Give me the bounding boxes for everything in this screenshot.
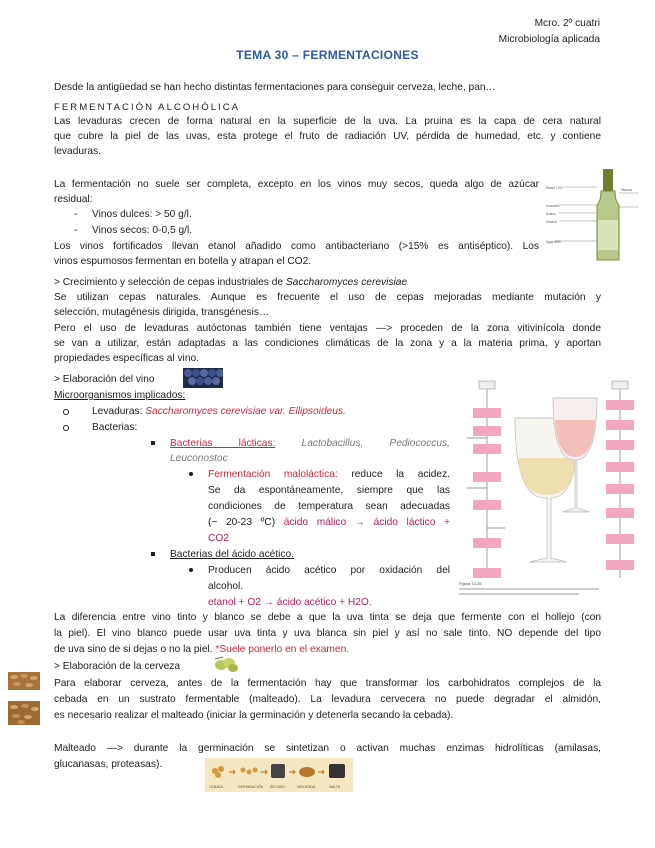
aceticas-line2: alcohol.: [208, 581, 244, 592]
figure-caption: Figura 13.26: [459, 581, 482, 586]
alcoholica-p1-line2: que cubre la piel de las uvas, esta protege el fruto de radiación UV, pérdida de humedad, etc. y contiene: [54, 131, 601, 142]
diferencia-line3: [54, 642, 349, 657]
cerveza-p2-line1: Malteado —> durante la germinación se sintetizan o activan muchas enzimas hidrolíticas (amilasas,: [54, 743, 601, 754]
intro-text: Desde la antigüedad se han hecho distintas fermentaciones para conseguir cerveza, leche, pan…: [54, 82, 496, 93]
wine-bottle-diagram: [545, 165, 640, 265]
list-dash: -: [74, 209, 78, 220]
malt-step-label: CEBADA: [209, 785, 224, 789]
grapes-icon: [183, 368, 223, 388]
malolactica-line2: Se da espontáneamente, siempre que las: [208, 485, 450, 496]
header-course: Mcro. 2º cuatri: [534, 18, 600, 29]
list-dash: -: [74, 225, 78, 236]
page-title: TEMA 30 – FERMENTACIONES: [236, 48, 419, 62]
alcoholica-p2-line2: residual:: [54, 194, 93, 205]
malt-step-label: SECADO: [270, 785, 285, 789]
bottle-label: Taninos: [621, 188, 632, 192]
malolactica-line3: condiciones de temperatura sean adecuadas: [208, 501, 450, 512]
bullet-square: [151, 441, 155, 445]
section-heading-vino: > Elaboración del vino: [54, 374, 155, 385]
wine-process-figure-right: [596, 378, 644, 600]
section-heading-alcoholica: FERMENTACIÓN ALCOHÓLICA: [54, 102, 241, 113]
malting-process-strip: [205, 758, 353, 792]
malt-step-label: MOLIENDA: [297, 785, 316, 789]
grain-icon: [8, 672, 40, 690]
lacticas-line: [170, 436, 450, 451]
cepas-heading-text: > Crecimiento y selección de cepas industriales de: [54, 277, 286, 288]
malt-step-label: MALTA: [329, 785, 341, 789]
cepas-p2-line2: se van a utilizar, están adaptadas a las condiciones climáticas de la zona y a la materia prima, y aportan: [54, 338, 601, 349]
bullet-square: [151, 552, 155, 556]
cerveza-p2-line2: glucanasas, proteasas).: [54, 759, 163, 770]
cepas-p1-line1: Se utilizan cepas naturales. Aunque es frecuente el uso de cepas mejoradas mediante mutación y: [54, 292, 601, 303]
malolactica-text: reduce la acidez.: [337, 469, 450, 480]
lacticas-genera-2: Leuconostoc: [170, 453, 228, 464]
alcoholica-p1-line1: Las levaduras crecen de forma natural en la superficie de la uva. La pruina es la capa de cera natural: [54, 116, 601, 127]
header-subject: Microbiología aplicada: [498, 34, 600, 45]
cerveza-p1-line3: es necesario realizar el malteado (iniciar la germinación y detenerla secando la cebada).: [54, 710, 454, 721]
levaduras-value: Saccharomyces cerevisiae var. Ellipsoideus.: [145, 406, 346, 417]
malt-grain-icon: [8, 701, 40, 725]
aceticas-reaction: etanol + O2 → ácido acético + H2O.: [208, 597, 372, 608]
bacterias-label: Bacterias:: [92, 422, 138, 433]
diferencia-line1: La diferencia entre vino tinto y blanco se debe a que la uva tinta se deja que fermente con el hollejo (con: [54, 612, 601, 623]
malolactica-reaction-2: CO2: [208, 533, 229, 544]
malolactica-label: Fermentación maloláctica:: [208, 469, 338, 480]
bottle-label: Glicerol: [546, 220, 557, 224]
bullet-circle: [63, 425, 69, 431]
diferencia-text: de uva sino de si dejas o no la piel.: [54, 644, 216, 655]
lacticas-genera: Lactobacillus, Pediococcus,: [301, 438, 450, 449]
malolactica-temp: (~ 20-23 ºC): [208, 517, 284, 528]
diferencia-line2: la piel). El vino blanco puede usar uva tinta y uva blanca sin piel y así no sale tinto. NO depende del tipo: [54, 628, 601, 639]
cepas-p2-line1: Pero el uso de levaduras autóctonas también tiene ventajas —> proceden de la zona vitivinícola donde: [54, 323, 601, 334]
levaduras-label: Levaduras:: [92, 406, 146, 417]
bullet-dot: [189, 472, 193, 476]
aceticas-label: Bacterias del ácido acético.: [170, 549, 295, 560]
aceticas-line1: Producen ácido acético por oxidación del: [208, 565, 450, 576]
section-heading-cerveza: > Elaboración de la cerveza: [54, 661, 181, 672]
alcoholica-p2-line1: La fermentación no suele ser completa, excepto en los vinos muy secos, queda algo de azúcar: [54, 179, 539, 190]
alcoholica-p1-line3: levaduras.: [54, 146, 102, 157]
levaduras-line: [92, 404, 346, 419]
bottle-label: Ácidos: [546, 212, 556, 216]
wine-process-figure: [455, 378, 605, 600]
lacticas-label: Bacterias lácticas:: [170, 438, 276, 449]
cepas-p2-line3: propiedades específicas al vino.: [54, 353, 199, 364]
malolactica-line4: [208, 515, 450, 530]
bottle-label: Etanol 12%: [546, 186, 563, 190]
malt-step-label: GERMINACIÓN: [238, 785, 264, 789]
malolactica-reaction: ácido málico → ácido láctico +: [283, 517, 451, 528]
micro-heading: Microorganismos implicados:: [54, 390, 186, 401]
cepas-p1-line2: selección, mutagénesis dirigida, transgénesis…: [54, 307, 270, 318]
exam-note: *Suele ponerlo en el examen.: [215, 644, 350, 655]
list-item-dulces: Vinos dulces: > 50 g/l.: [92, 209, 192, 220]
cepas-heading-species: Saccharomyces cerevisiae: [285, 277, 408, 288]
cerveza-p1-line2: cebada en un sustrato fermentable (malteado). La levadura cervecera no puede degradar el almidón,: [54, 694, 601, 705]
malolactica-line1: [208, 467, 450, 482]
list-item-secos: Vinos secos: 0-0,5 g/l.: [92, 225, 193, 236]
cerveza-p1-line1: Para elaborar cerveza, antes de la fermentación hay que transformar los carbohidratos complejos de la: [54, 678, 601, 689]
hops-icon: [213, 655, 239, 673]
alcoholica-p3-line2: vinos espumosos fermentan en botella y atrapan el CO2.: [54, 256, 312, 267]
bullet-dot: [189, 568, 193, 572]
bottle-label: Agua 85%: [546, 240, 561, 244]
bottle-label: Azúcares: [546, 204, 560, 208]
section-heading-cepas: [54, 275, 407, 290]
alcoholica-p3-line1: Los vinos fortificados llevan etanol añadido como antibacteriano (>15% es antiséptico). Los: [54, 241, 539, 252]
bullet-circle: [63, 409, 69, 415]
